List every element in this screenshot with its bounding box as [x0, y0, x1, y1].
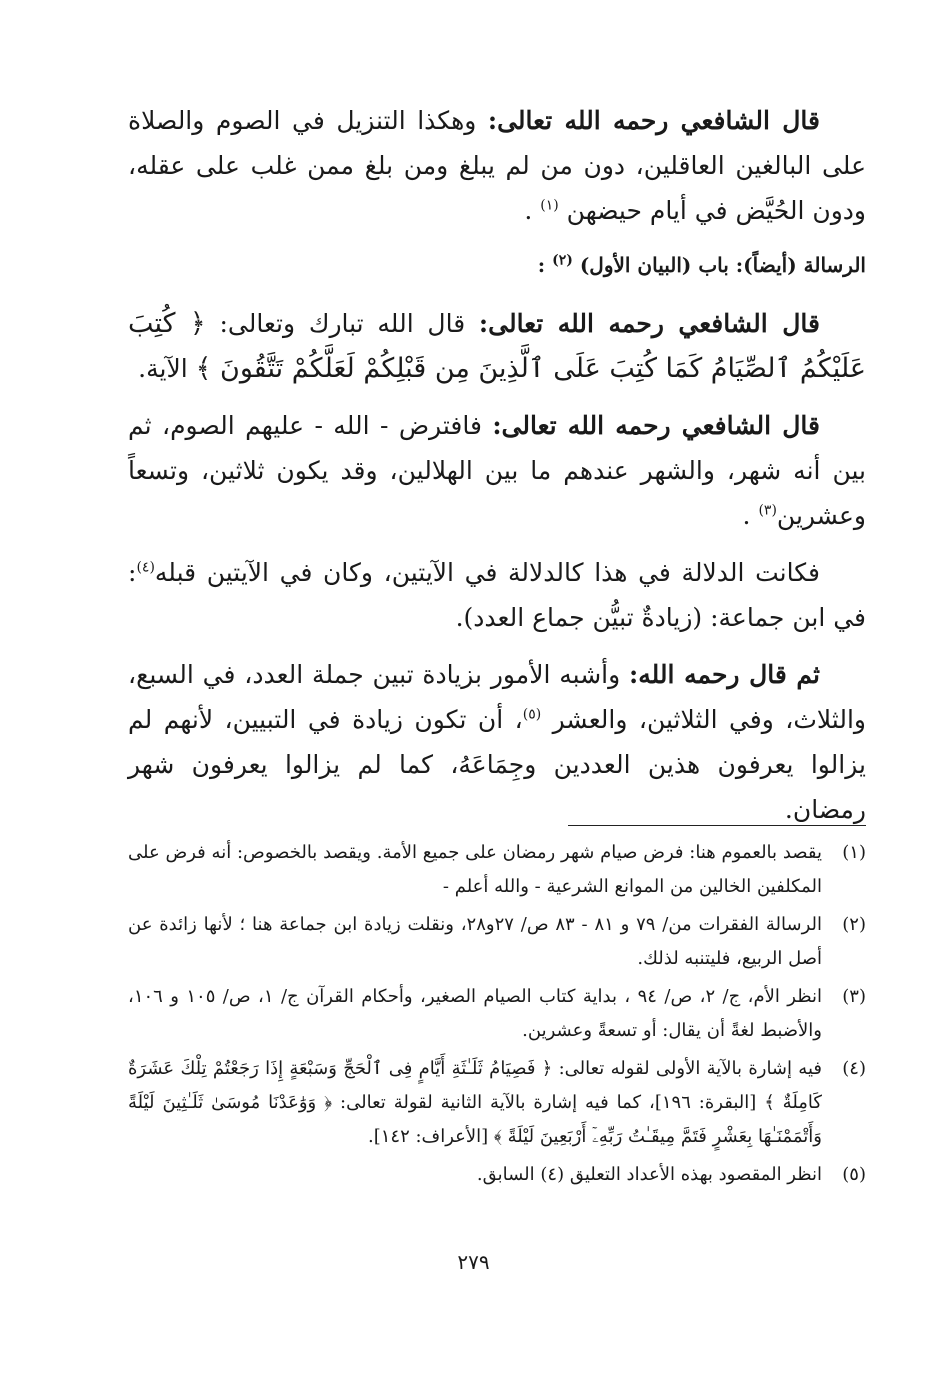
- main-text: [128, 98, 866, 844]
- footnote-number: (١): [842, 842, 866, 863]
- footnote-ref[interactable]: (٥): [522, 706, 542, 723]
- heading-end: :: [537, 253, 546, 277]
- paragraph-lead: قال الشافعي رحمه الله تعالى:: [478, 309, 820, 338]
- footnote-ref[interactable]: (٢): [552, 252, 573, 269]
- paragraph-lead: قال الشافعي رحمه الله تعالى:: [492, 411, 820, 440]
- section-heading: [128, 245, 866, 285]
- paragraph-lead: قال الشافعي رحمه الله تعالى:: [487, 106, 820, 135]
- paragraph-text-continued: : في ابن جماعة: (زيادةٌ تبيُّن جماع العدد).: [128, 558, 866, 632]
- paragraph-1: [128, 98, 866, 233]
- paragraph-2: [128, 301, 866, 391]
- footnote-text: يقصد بالعموم هنا: فرض صيام شهر رمضان على جميع الأمة. ويقصد بالخصوص: أنه فرض على المكلفين الخالين من الموانع الشرعية - والله أعلم -: [128, 842, 822, 897]
- footnote-text: انظر المقصود بهذه الأعداد التعليق (٤) السابق.: [476, 1164, 822, 1185]
- paragraph-text-continued: ، أن تكون زيادة في التبيين، لأنهم لم يزالوا يعرفون هذين العددين وجِمَاعَهُ، كما لم يزالوا يعرفون شهر رمضان.: [128, 705, 866, 824]
- footnote-1: [128, 836, 866, 904]
- footnote-number: (٢): [842, 914, 866, 935]
- footnote-number: (٥): [842, 1164, 866, 1185]
- paragraph-end: .: [742, 501, 751, 530]
- footnote-2: [128, 908, 866, 976]
- page-number: ٢٧٩: [457, 1250, 490, 1274]
- paragraph-text: فافترض - الله - عليهم الصوم، ثم بين أنه شهر، والشهر عندهم ما بين الهلالين، وقد يكون ثلاثين، وتسعاً وعشرين: [128, 411, 866, 530]
- footnote-5: [128, 1158, 866, 1192]
- quran-verse: ﴿ كُتِبَ عَلَيْكُمُ ٱلصِّيَامُ كَمَا كُتِبَ عَلَى ٱلَّذِينَ مِن قَبْلِكُمْ لَعَلَّكُمْ تَتَّقُونَ ﴾: [128, 308, 866, 384]
- paragraph-text: قال الله تبارك وتعالى:: [205, 309, 479, 338]
- paragraph-lead: ثم قال رحمه الله:: [629, 660, 821, 689]
- paragraph-text: فكانت الدلالة في هذا كالدلالة في الآيتين، وكان في الآيتين قبله: [154, 558, 820, 587]
- footnote-ref[interactable]: (٣): [758, 502, 777, 519]
- footnote-number: (٣): [842, 986, 866, 1007]
- footnote-4: [128, 1052, 866, 1154]
- footnote-text: الرسالة الفقرات من/ ٧٩ و ٨١ - ٨٣ ص/ ٢٧و٢٨، ونقلت زيادة ابن جماعة هنا ؛ لأنها زائدة عن أصل الربيع، فليتنبه لذلك.: [128, 914, 823, 969]
- paragraph-text: وأشبه الأمور بزيادة تبين جملة العدد، في السبع، والثلاث، وفي الثلاثين، والعشر: [128, 660, 866, 734]
- paragraph-3: [128, 403, 866, 538]
- paragraph-4: [128, 550, 866, 640]
- footnote-3: [128, 980, 866, 1048]
- footnote-text: انظر الأم، ج/ ٢، ص/ ٩٤ ، بداية كتاب الصيام الصغير، وأحكام القرآن ج/ ١، ص/ ١٠٥ و ١٠٦، والأضبط لغةً أن يقال: أو تسعةً وعشرين.: [128, 986, 822, 1041]
- heading-text: الرسالة (أيضاً): باب (البيان الأول): [579, 253, 866, 277]
- footnotes: [128, 836, 866, 1196]
- paragraph-5: [128, 652, 866, 832]
- footnote-separator: [568, 825, 866, 826]
- paragraph-text: وهكذا التنزيل في الصوم والصلاة على البالغين العاقلين، دون من لم يبلغ ومن بلغ ممن غلب على عقله، ودون الحُيَّض في أيام حيضهن: [128, 106, 866, 225]
- paragraph-end: .: [524, 196, 533, 225]
- footnote-ref[interactable]: (١): [540, 197, 559, 214]
- footnote-ref[interactable]: (٤): [136, 559, 155, 576]
- footnote-text: فيه إشارة بالآية الأولى لقوله تعالى: ﴿ فَصِيَامُ ثَلَـٰثَةِ أَيَّامٍ فِى ٱلْحَجِّ وَسَبْعَةٍ إِذَا رَجَعْتُمْ تِلْكَ عَشَرَةٌ كَامِلَةٌ ﴾ [البقرة: ١٩٦]، كما فيه إشارة بالآية الثانية لقولة تعالى: ﴿ وَوَٰعَدْنَا مُوسَىٰ ثَلَـٰثِينَ لَيْلَةً وَأَتْمَمْنَـٰهَا بِعَشْرٍ فَتَمَّ مِيقَـٰتُ رَبِّهِۦٓ أَرْبَعِينَ لَيْلَةً ﴾ [الأعراف: ١٤٢].: [128, 1058, 822, 1147]
- paragraph-end: الآية.: [138, 354, 196, 383]
- footnote-number: (٤): [842, 1058, 866, 1079]
